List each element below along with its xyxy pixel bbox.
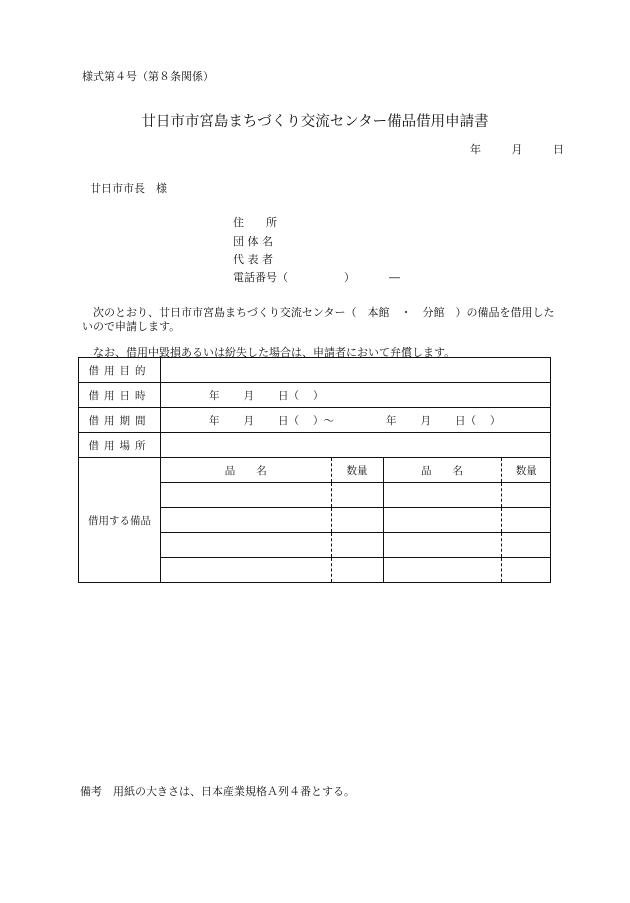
compensation-note: なお、借用中毀損あるいは紛失した場合は、申請者において弁償します。 [93,346,456,359]
place-field[interactable] [161,433,551,458]
datetime-label: 借用日時 [79,383,161,408]
equipment-header-row [161,458,551,483]
representative-label: 代 表 者 [233,253,273,266]
purpose-label: 借用目的 [79,358,161,383]
equipment-entry-row [161,483,551,508]
item-name-cell[interactable] [383,508,501,533]
qty-cell[interactable] [331,558,383,583]
qty-cell[interactable] [331,508,383,533]
item-name-cell[interactable] [161,558,331,583]
form-number: 様式第４号（第８条関係） [82,70,214,83]
qty-header-1: 数量 [331,458,383,483]
qty-cell[interactable] [501,483,551,508]
phone-close-paren: ） [344,271,355,284]
qty-cell[interactable] [501,558,551,583]
phone-label: 電話番号（ [233,271,288,284]
item-name-cell[interactable] [161,508,331,533]
item-name-cell[interactable] [383,558,501,583]
period-label: 借用期間 [79,408,161,433]
request-body-text: 次のとおり、廿日市市宮島まちづくり交流センター（ 本館 ・ 分館 ）の備品を借用したいので申請します。 [82,306,555,333]
equipment-entry-row [161,558,551,583]
equipment-inner-table [161,458,551,582]
address-label: 住 所 [233,216,277,229]
document-title: 廿日市市宮島まちづくり交流センター備品借用申請書 [141,114,489,130]
item-name-cell[interactable] [383,483,501,508]
place-label: 借用場所 [79,433,161,458]
date-line [452,141,564,157]
date-year: 年 [470,143,481,156]
period-row [79,408,551,433]
qty-cell[interactable] [331,533,383,558]
equipment-grid [161,458,551,583]
qty-header-2: 数量 [501,458,551,483]
equipment-table [78,357,551,583]
datetime-field[interactable]: 年 月 日（ ） [161,383,551,408]
date-month: 月 [511,143,523,156]
equipment-entry-row [161,533,551,558]
qty-cell[interactable] [501,533,551,558]
item-name-cell[interactable] [161,533,331,558]
datetime-row [79,383,551,408]
qty-cell[interactable] [501,508,551,533]
purpose-field[interactable] [161,358,551,383]
item-name-header-1: 品 名 [161,458,331,483]
item-name-cell[interactable] [383,533,501,558]
item-name-header-2: 品 名 [383,458,501,483]
qty-cell[interactable] [331,483,383,508]
equipment-entry-row [161,508,551,533]
date-day: 日 [553,143,564,156]
addressee: 廿日市市長 様 [90,182,167,195]
footnote: 備考 用紙の大きさは、日本産業規格Ａ列４番とする。 [80,785,355,798]
phone-row [233,269,400,285]
purpose-row [79,358,551,383]
place-row [79,433,551,458]
equipment-label: 借用する備品 [79,458,161,583]
item-name-cell[interactable] [161,483,331,508]
equipment-row [79,458,551,583]
period-field[interactable]: 年 月 日（ ）～ 年 月 日（ ） [161,408,551,433]
phone-dash: ― [389,271,400,284]
group-name-label: 団 体 名 [233,235,273,248]
